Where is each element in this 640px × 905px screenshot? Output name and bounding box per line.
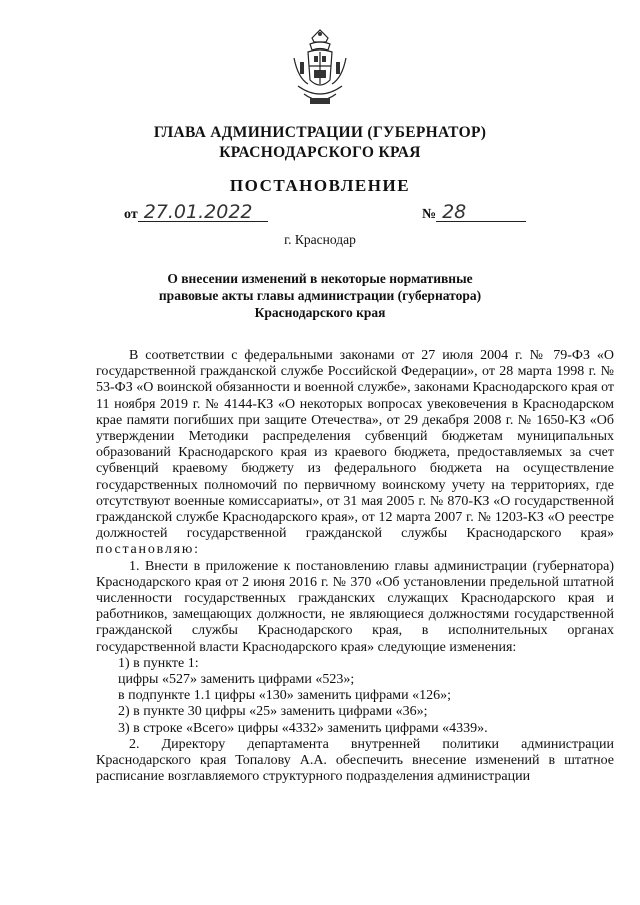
date-value: 27.01.2022 — [138, 203, 268, 222]
coat-of-arms-emblem — [290, 28, 350, 110]
item-1-sub-3: 3) в строке «Всего» цифры «4332» заменить цифрами «4339». — [118, 720, 488, 736]
decree-word: постановляю: — [96, 542, 200, 558]
document-body — [96, 348, 614, 785]
date-prefix: от — [124, 207, 138, 222]
subject-line-3: Краснодарского края — [254, 305, 386, 320]
document-date — [124, 203, 268, 223]
preamble-paragraph — [96, 348, 614, 559]
document-number — [422, 203, 526, 223]
preamble-text: В соответствии с федеральными законами от 27 июля 2004 г. № 79-ФЗ «О государственной гражданской службе Российской Федерации», от 28 марта 1998 г. № 53-ФЗ «О воинской обязанности и военной службе», законами Краснодарского края от 11 ноября 2019 г. № 4144-КЗ «О некоторых вопросах увековечения в Краснодарском крае памяти погибших при защите Отечества», от 29 декабря 2008 г. № 1650-КЗ «Об утверждении Методики распределения субвенций бюджетам муниципальных образований Краснодарского края из краевого бюджета, предоставляемых за счет субвенций краевому бюджету из федерального бюджета на осуществление государственных полномочий по первичному воинскому учету на территориях, где отсутствуют военные комиссариаты», от 31 мая 2005 г. № 870-КЗ «О государственной гражданской службе Краснодарского края», от 12 марта 2007 г. № 1203-КЗ «О реестре должностей государственной гражданской службы Краснодарского края» — [96, 348, 614, 542]
document-type-title: ПОСТАНОВЛЕНИЕ — [229, 176, 411, 195]
authority-line-2: КРАСНОДАРСКОГО КРАЯ — [219, 144, 421, 161]
item-1-sub-2: 2) в пункте 30 цифры «25» заменить цифрами «36»; — [118, 704, 428, 720]
subject-line-1: О внесении изменений в некоторые нормативные — [167, 271, 473, 286]
item-1: 1. Внести в приложение к постановлению главы администрации (губернатора) Краснодарского края от 2 июня 2016 г. № 370 «Об установлении предельной штатной численности государственных гражданских служащих Краснодарского края и работников, замещающих должности, не являющиеся должностями государственной гражданской службы Краснодарского края, в исполнительных органах государственной власти Краснодарского края» следующие изменения: — [96, 558, 614, 655]
document-subject — [150, 270, 490, 321]
item-2: 2. Директору департамента внутренней политики администрации Краснодарского края Топалову А.А. обеспечить внесение изменений в штатное расписание возглавляемого структурного подразделения администрации — [96, 736, 614, 785]
number-prefix: № — [422, 207, 437, 222]
item-1-sub-1b: в подпункте 1.1 цифры «130» заменить цифрами «126»; — [118, 688, 452, 704]
number-value: 28 — [436, 203, 526, 222]
item-1-sub-1: 1) в пункте 1: — [118, 655, 199, 671]
authority-line-1: ГЛАВА АДМИНИСТРАЦИИ (ГУБЕРНАТОР) — [153, 124, 487, 141]
city-line: г. Краснодар — [284, 232, 356, 247]
subject-line-2: правовые акты главы администрации (губернатора) — [158, 288, 482, 303]
item-1-sub-1a: цифры «527» заменить цифрами «523»; — [118, 672, 355, 688]
